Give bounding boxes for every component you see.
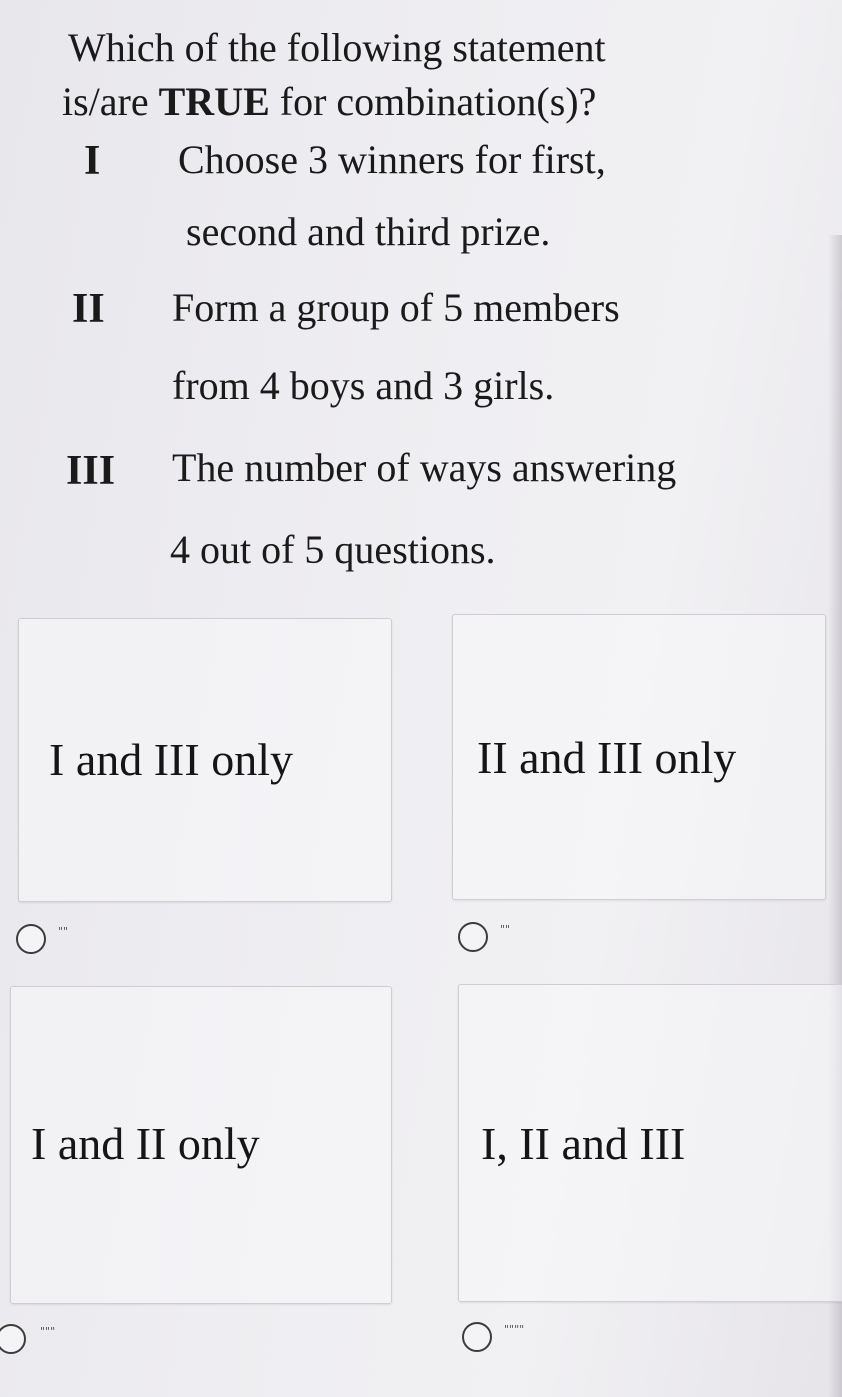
statement-3-line2: 4 out of 5 questions. (170, 527, 496, 572)
question-prompt-line1: Which of the following statement (68, 25, 606, 70)
statement-1-line1: Choose 3 winners for first, (178, 137, 606, 182)
option-radio-b[interactable] (458, 922, 488, 952)
option-radio-d[interactable] (462, 1322, 492, 1352)
option-label-d: I, II and III (481, 1118, 686, 1169)
option-radio-c[interactable] (0, 1324, 26, 1354)
statement-numeral-1: I (84, 138, 101, 184)
option-mark-c: """ (40, 1325, 56, 1338)
statement-2-line2: from 4 boys and 3 girls. (172, 363, 555, 408)
option-label-a: I and III only (49, 734, 293, 785)
question-block (0, 0, 842, 600)
statement-1-line2: second and third prize. (186, 209, 551, 254)
statement-numeral-3: III (66, 448, 116, 494)
option-radio-a[interactable] (16, 924, 46, 954)
option-card-b[interactable] (452, 614, 826, 900)
statement-2-line1: Form a group of 5 members (172, 285, 620, 330)
option-label-c: I and II only (31, 1118, 260, 1169)
statement-numeral-2: II (72, 286, 105, 332)
prompt-emphasis: TRUE (158, 79, 270, 124)
option-card-c[interactable] (10, 986, 392, 1304)
option-card-d[interactable] (458, 984, 842, 1302)
option-mark-b: "" (500, 923, 511, 936)
statement-3-line1: The number of ways answering (172, 445, 677, 490)
prompt-text: is/are (62, 79, 159, 124)
option-card-a[interactable] (18, 618, 392, 902)
question-prompt-line2 (62, 79, 597, 124)
option-label-b: II and III only (477, 732, 737, 783)
option-mark-a: "" (58, 925, 69, 938)
prompt-text: for combination(s)? (269, 79, 597, 124)
option-mark-d: """" (504, 1323, 525, 1336)
